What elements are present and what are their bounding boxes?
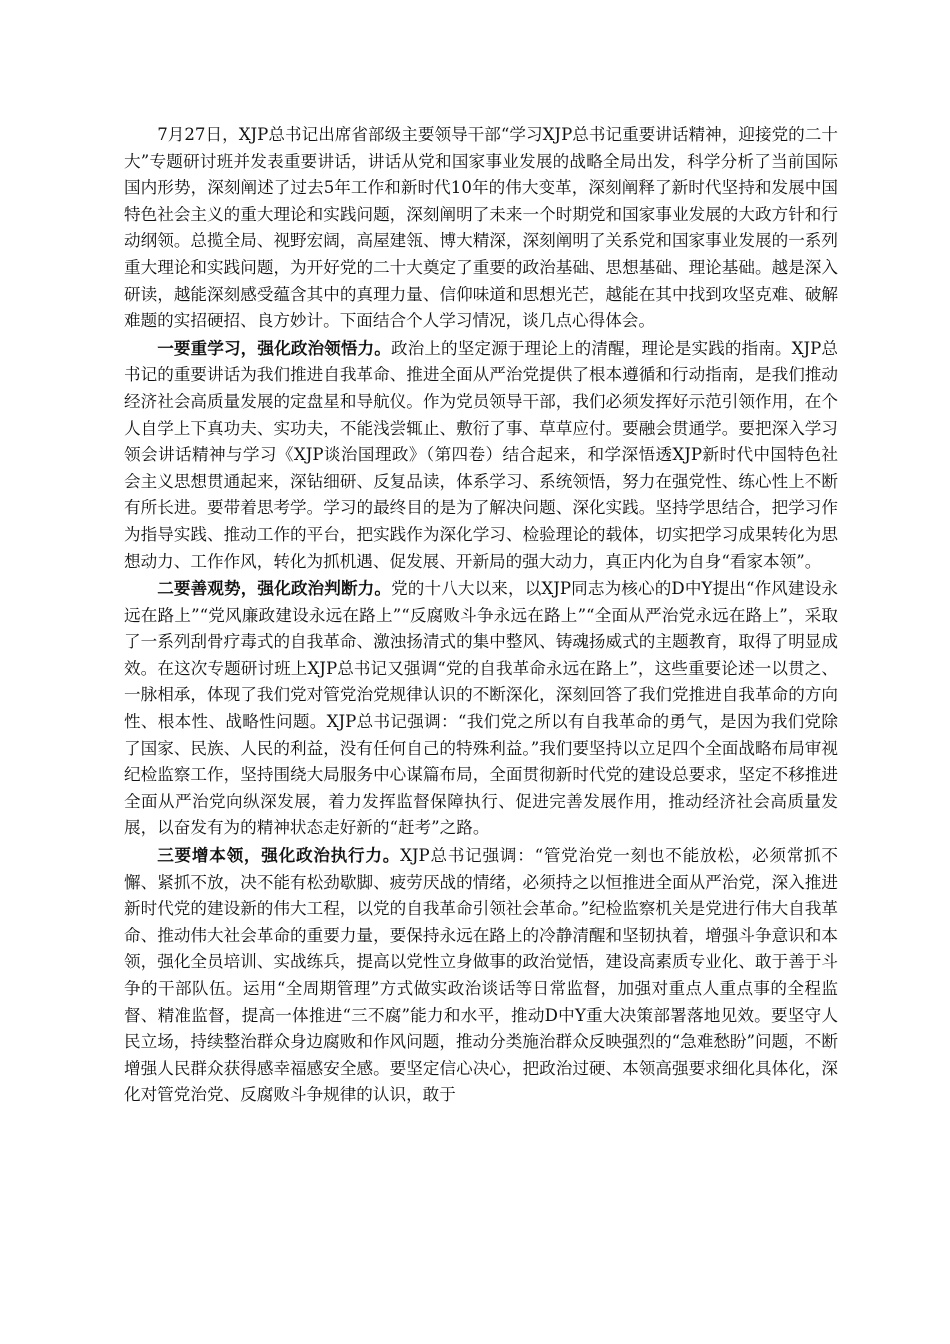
paragraph-text: XJP总书记强调：“管党治党一刻也不能放松，必须常抓不懈、紧抓不放，决不能有松劲歇脚、疲劳厌战的情绪，必须持之以恒推进全面从严治党，深入推进新时代党的建设新的伟大工程，以党的自我革命引领社会革命。”纪检监察机关是党进行伟大自我革命、推动伟大社会革命的重要力量，要保持永远在路上的冷静清醒和坚韧执着，增强斗争意识和本领，强化全员培训、实战练兵，提高以党性立身做事的政治觉悟，建设高素质专业化、敢于善于斗争的干部队伍。运用“全周期管理”方式做实政治谈话等日常监督，加强对重点人重点事的全程监督、精准监督，提高一体推进“三不腐”能力和水平，推动D中Y重大决策部署落地见效。要坚守人民立场，持续整治群众身边腐败和作风问题，推动分类施治群众反映强烈的“急难愁盼”问题，不断增强人民群众获得感幸福感安全感。要坚定信心决心，把政治过硬、本领高强要求细化具体化，深化对管党治党、反腐败斗争规律的认识，敢于 — [124, 846, 839, 1105]
paragraph-text: 政治上的坚定源于理论上的清醒，理论是实践的指南。XJP总书记的重要讲话为我们推进自我革命、推进全面从严治党提供了根本遵循和行动指南，是我们推动经济社会高质量发展的定盘星和导航仪。作为党员领导干部，我们必须发挥好示范引领作用，在个人自学上下真功夫、实功夫，不能浅尝辄止、敷衍了事、草草应付。要融会贯通学。要把深入学习领会讲话精神与学习《XJP谈治国理政》（第四卷）结合起来，和学深悟透XJP新时代中国特色社会主义思想贯通起来，深钻细研、反复品读，体系学习、系统领悟，努力在强党性、练心性上不断有所长进。要带着思考学。学习的最终目的是为了解决问题、深化实践。坚持学思结合，把学习作为指导实践、推动工作的平台，把实践作为深化学习、检验理论的载体，切实把学习成果转化为思想动力、工作作风，转化为抓机遇、促发展、开新局的强大动力，真正内化为自身“看家本领”。 — [124, 338, 839, 571]
section-one-paragraph — [124, 335, 838, 575]
section-three-paragraph — [124, 842, 838, 1109]
section-two-heading: 二要善观势，强化政治判断力。 — [157, 578, 392, 599]
section-two-paragraph — [124, 575, 838, 842]
paragraph-text: 7月27日，XJP总书记出席省部级主要领导干部“学习XJP总书记重要讲话精神，迎接党的二十大”专题研讨班并发表重要讲话，讲话从党和国家事业发展的战略全局出发，科学分析了当前国际国内形势，深刻阐述了过去5年工作和新时代10年的伟大变革，深刻阐释了新时代坚持和发展中国特色社会主义的重大理论和实践问题，深刻阐明了未来一个时期党和国家事业发展的大政方针和行动纲领。总揽全局、视野宏阔，高屋建瓴、博大精深，深刻阐明了关系党和国家事业发展的一系列重大理论和实践问题，为开好党的二十大奠定了重要的政治基础、思想基础、理论基础。越是深入研读，越能深刻感受蕴含其中的真理力量、信仰味道和思想光芒，越能在其中找到攻坚克难、破解难题的实招硬招、良方妙计。下面结合个人学习情况，谈几点心得体会。 — [124, 125, 838, 331]
paragraph-text: 党的十八大以来，以XJP同志为核心的D中Y提出“作风建设永远在路上”“党风廉政建设永远在路上”“反腐败斗争永远在路上”“全面从严治党永远在路上”，采取了一系列刮骨疗毒式的自我革命、激浊扬清式的集中整风、铸魂扬威式的主题教育，取得了明显成效。在这次专题研讨班上XJP总书记又强调“党的自我革命永远在路上”，这些重要论述一以贯之、一脉相承，体现了我们党对管党治党规律认识的不断深化，深刻回答了我们党推进自我革命的方向性、根本性、战略性问题。XJP总书记强调：“我们党之所以有自我革命的勇气，是因为我们党除了国家、民族、人民的利益，没有任何自己的特殊利益。”我们要坚持以立足四个全面战略布局审视纪检监察工作，坚持围绕大局服务中心谋篇布局，全面贯彻新时代党的建设总要求，坚定不移推进全面从严治党向纵深发展，着力发挥监督保障执行、促进完善发展作用，推动经济社会高质量发展，以奋发有为的精神状态走好新的“赶考”之路。 — [124, 579, 839, 838]
section-one-heading: 一要重学习，强化政治领悟力。 — [157, 337, 391, 358]
document-body — [124, 122, 838, 1109]
section-three-heading: 三要增本领，强化政治执行力。 — [157, 845, 401, 866]
intro-paragraph — [124, 122, 838, 335]
